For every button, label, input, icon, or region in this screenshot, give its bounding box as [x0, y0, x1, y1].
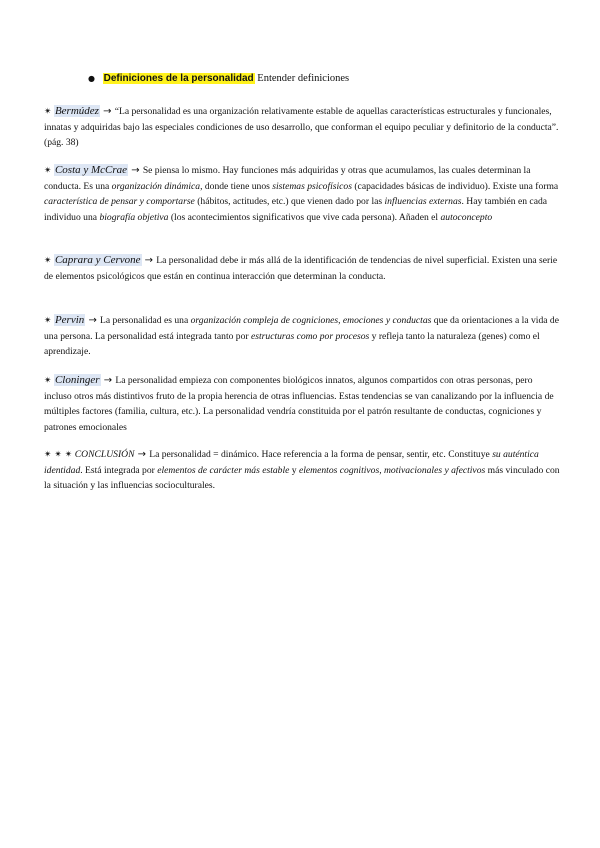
text-run: y	[289, 465, 299, 477]
author-name: Cloninger	[54, 374, 100, 386]
author-name: Costa y McCrae	[54, 164, 128, 176]
text-run: La personalidad = dinámico. Hace referencia a la forma de pensar, sentir, etc. Constituye	[149, 449, 493, 460]
emphasis-text: autoconcepto	[440, 211, 493, 223]
star-icon: ✴	[44, 256, 52, 266]
text-run: . Hay también en cada individuo una	[44, 196, 548, 223]
bullet-icon: ●	[88, 74, 95, 83]
emphasis-text: su auténtica identidad	[44, 449, 539, 477]
conclusion	[44, 447, 560, 494]
author-name: Pervin	[54, 314, 85, 326]
star-icon: ✴	[44, 376, 52, 386]
heading-highlight: Definiciones de la personalidad	[103, 73, 254, 84]
text-run: “La personalidad es una organización relativamente estable de aquellas características estructurales y funcionales, innatas y adquiridas bajo las especiales condiciones de uso desarrollo, que conforman el equipo peculiar y definitorio de la conducta”. (pág. 38)	[44, 106, 559, 149]
emphasis-text: elementos cognitivos, motivacionales y afectivos	[299, 465, 486, 477]
star-icon: ✴	[44, 107, 52, 117]
arrow-icon: →	[134, 449, 150, 460]
emphasis-text: elementos de carácter más estable	[157, 465, 290, 477]
emphasis-text: influencias externas	[384, 196, 462, 208]
definition-pervin	[44, 313, 560, 360]
arrow-icon: →	[99, 106, 115, 117]
emphasis-text: biografía objetiva	[99, 211, 169, 223]
emphasis-text: organización dinámica	[111, 181, 201, 193]
emphasis-text: característica de pensar y comportarse	[44, 196, 195, 208]
text-run: y refleja tanto la naturaleza (genes) como el aprendizaje.	[44, 331, 540, 358]
text-run: La personalidad debe ir más allá de la identificación de tendencias de nivel superficial. Existen una serie de elementos psicológicos que están en continua interacción que determinan la conducta.	[44, 255, 558, 283]
author-name: Bermúdez	[54, 105, 99, 117]
definition-costa-mccrae	[44, 163, 560, 225]
conclusion-label: CONCLUSIÓN	[74, 449, 135, 460]
definition-text	[44, 315, 559, 357]
definition-cloninger	[44, 373, 560, 435]
section-heading	[88, 72, 349, 86]
star-icon: ✴	[44, 166, 52, 176]
definition-caprara-cervone	[44, 253, 560, 284]
arrow-icon: →	[128, 165, 143, 176]
text-run: (capacidades básicas de individuo). Existe una forma	[351, 181, 559, 193]
definition-text	[44, 106, 558, 148]
emphasis-text: estructuras como por procesos	[251, 331, 370, 343]
text-run: que da orientaciones a la vida de una persona. La personalidad está integrada tanto por	[44, 315, 559, 343]
text-run: La personalidad empieza con componentes biológicos innatos, algunos compartidos con otras personas, pero incluso otros más distintivos fruto de la propia herencia de otras influencias. Estas tendencias se van canalizando por la influencia de múltiples factores (familia, cultura, etc.). La personalidad vendría constituida por el patrón resultante de conductas, cogniciones y patrones emocionales	[44, 375, 554, 433]
emphasis-text: organización compleja de cogniciones, emociones y conductas	[190, 315, 432, 326]
emphasis-text: sistemas psicofísicos	[272, 181, 352, 193]
text-run: más vinculado con la situación y las influencias socioculturales.	[44, 465, 560, 492]
text-run: (los acontecimientos significativos que vive cada persona). Añaden el	[168, 211, 441, 223]
arrow-icon: →	[85, 315, 101, 326]
star-icon: ✴	[44, 316, 52, 326]
text-run: La personalidad es una	[100, 315, 191, 326]
text-run: , donde tiene unos	[200, 181, 273, 193]
text-run: (hábitos, actitudes, etc.) que vienen dado por las	[194, 196, 385, 208]
star-icon: ✴ ✴ ✴	[44, 450, 73, 460]
text-run: Se piensa lo mismo. Hay funciones más adquiridas y otras que acumulamos, las cuales determinan la conducta. Es una	[44, 165, 531, 193]
text-run: . Está integrada por	[80, 465, 158, 477]
arrow-icon: →	[100, 375, 116, 386]
heading-rest: Entender definiciones	[254, 73, 350, 84]
arrow-icon: →	[141, 255, 157, 266]
author-name: Caprara y Cervone	[54, 254, 141, 266]
definition-bermudez	[44, 104, 560, 151]
definition-text	[44, 375, 554, 433]
